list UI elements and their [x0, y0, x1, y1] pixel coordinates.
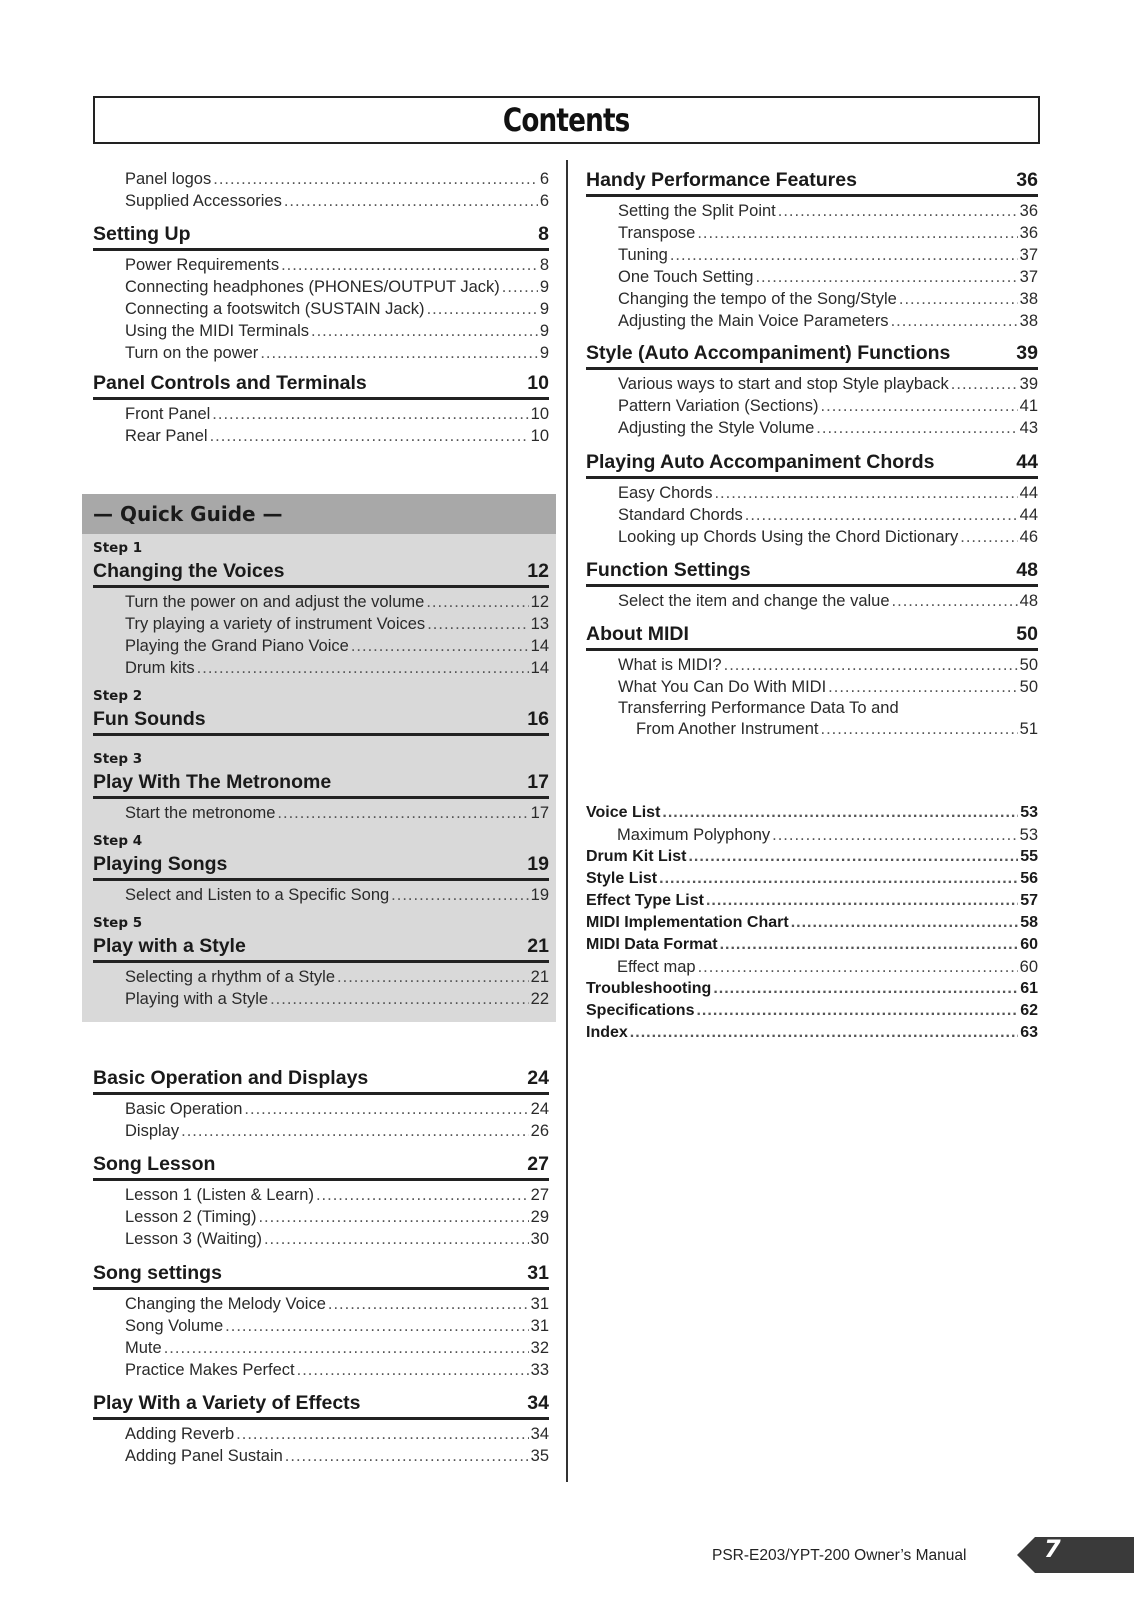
section-handy-features	[586, 166, 1038, 332]
toc-entry[interactable]: Turn on the power ..... 9	[125, 342, 549, 364]
section-style-functions	[586, 339, 1038, 439]
toc-entry[interactable]: Looking up Chords Using the Chord Dictionary ..... 46	[618, 526, 1038, 548]
toc-entry[interactable]: Effect Type List ..... 57	[586, 890, 1038, 912]
toc-entry[interactable]: Using the MIDI Terminals ..... 9	[125, 320, 549, 342]
toc-entry[interactable]: Panel logos ..... 6	[125, 168, 549, 190]
toc-entry[interactable]: Select and Listen to a Specific Song ..... 19	[125, 884, 549, 906]
toc-entry[interactable]: Changing the tempo of the Song/Style ..... 38	[618, 288, 1038, 310]
appendix-list	[586, 802, 1038, 1044]
step-label: Step 2	[93, 688, 143, 704]
toc-entry[interactable]: Adjusting the Main Voice Parameters ..... 38	[618, 310, 1038, 332]
section-heading[interactable]: About MIDI 50	[586, 620, 1038, 651]
toc-entry[interactable]: Adjusting the Style Volume ..... 43	[618, 417, 1038, 439]
toc-entry[interactable]: Select the item and change the value ..... 48	[618, 590, 1038, 612]
section-heading[interactable]: Setting Up 8	[93, 220, 549, 251]
contents-title-box	[93, 96, 1040, 144]
toc-entry[interactable]: Tuning ..... 37	[618, 244, 1038, 266]
step-label: Step 5	[93, 915, 143, 931]
toc-entry[interactable]: MIDI Implementation Chart ..... 58	[586, 912, 1038, 934]
section-heading[interactable]: Changing the Voices 12	[93, 557, 549, 588]
page-title: Contents	[503, 101, 630, 139]
section-heading[interactable]: Basic Operation and Displays 24	[93, 1064, 549, 1095]
step-2	[93, 688, 549, 736]
step-3	[93, 751, 549, 824]
toc-entry[interactable]: Song Volume ..... 31	[125, 1315, 549, 1337]
toc-entry[interactable]: Connecting headphones (PHONES/OUTPUT Jack) ..... 9	[125, 276, 549, 298]
toc-entry[interactable]: Easy Chords ..... 44	[618, 482, 1038, 504]
section-panel-controls	[93, 369, 549, 447]
toc-entry[interactable]: Rear Panel ..... 10	[125, 425, 549, 447]
section-basic-operation	[93, 1064, 549, 1142]
section-song-settings	[93, 1259, 549, 1381]
section-heading[interactable]: Play With The Metronome 17	[93, 768, 549, 799]
section-heading[interactable]: Playing Auto Accompaniment Chords 44	[586, 448, 1038, 479]
section-heading[interactable]: Play With a Variety of Effects 34	[93, 1389, 549, 1420]
toc-entry[interactable]: What is MIDI? ..... 50	[618, 654, 1038, 676]
column-divider	[566, 160, 568, 1482]
section-heading[interactable]: Style (Auto Accompaniment) Functions 39	[586, 339, 1038, 370]
section-heading[interactable]: Function Settings 48	[586, 556, 1038, 587]
step-label: Step 3	[93, 751, 143, 767]
toc-entry[interactable]: Style List ..... 56	[586, 868, 1038, 890]
step-label: Step 4	[93, 833, 143, 849]
toc-entry[interactable]: Basic Operation ..... 24	[125, 1098, 549, 1120]
toc-entry[interactable]: Playing the Grand Piano Voice ..... 14	[125, 635, 549, 657]
section-heading[interactable]: Song settings 31	[93, 1259, 549, 1290]
toc-entry[interactable]: Effect map ..... 60	[586, 956, 1038, 978]
toc-entry[interactable]: Selecting a rhythm of a Style ..... 21	[125, 966, 549, 988]
toc-entry-multiline[interactable]: Transferring Performance Data To and From Another Instrument ..... 51	[618, 698, 1038, 740]
toc-entry[interactable]: Adding Panel Sustain ..... 35	[125, 1445, 549, 1467]
toc-entry[interactable]: Supplied Accessories ..... 6	[125, 190, 549, 212]
section-heading[interactable]: Panel Controls and Terminals 10	[93, 369, 549, 400]
toc-entry[interactable]: Turn the power on and adjust the volume ..... 12	[125, 591, 549, 613]
section-heading[interactable]: Play with a Style 21	[93, 932, 549, 963]
toc-entry[interactable]: Mute ..... 32	[125, 1337, 549, 1359]
toc-entry[interactable]: Drum Kit List ..... 55	[586, 846, 1038, 868]
toc-entry[interactable]: Pattern Variation (Sections) ..... 41	[618, 395, 1038, 417]
section-heading[interactable]: Fun Sounds 16	[93, 705, 549, 736]
section-chords	[586, 448, 1038, 548]
page-number: 7	[1044, 1535, 1061, 1563]
toc-entry[interactable]: Voice List ..... 53	[586, 802, 1038, 824]
toc-entry[interactable]: Start the metronome ..... 17	[125, 802, 549, 824]
section-about-midi	[586, 620, 1038, 740]
step-5	[93, 915, 549, 1010]
toc-intro-entries	[93, 168, 549, 212]
toc-entry[interactable]: Lesson 1 (Listen & Learn) ..... 27	[125, 1184, 549, 1206]
toc-entry[interactable]: Specifications ..... 62	[586, 1000, 1038, 1022]
toc-entry[interactable]: Lesson 2 (Timing) ..... 29	[125, 1206, 549, 1228]
toc-entry[interactable]: What You Can Do With MIDI ..... 50	[618, 676, 1038, 698]
toc-entry[interactable]: Changing the Melody Voice ..... 31	[125, 1293, 549, 1315]
section-setting-up	[93, 220, 549, 364]
toc-entry[interactable]: Index ..... 63	[586, 1022, 1038, 1044]
toc-entry[interactable]: Standard Chords ..... 44	[618, 504, 1038, 526]
toc-entry[interactable]: Various ways to start and stop Style playback ..... 39	[618, 373, 1038, 395]
step-label: Step 1	[93, 540, 143, 556]
toc-entry[interactable]: Maximum Polyphony ..... 53	[586, 824, 1038, 846]
step-4	[93, 833, 549, 906]
toc-entry[interactable]: Front Panel ..... 10	[125, 403, 549, 425]
quick-guide-heading: — Quick Guide —	[82, 494, 556, 534]
step-1	[93, 540, 549, 679]
toc-entry[interactable]: One Touch Setting ..... 37	[618, 266, 1038, 288]
toc-entry[interactable]: Adding Reverb ..... 34	[125, 1423, 549, 1445]
section-song-lesson	[93, 1150, 549, 1250]
section-function-settings	[586, 556, 1038, 612]
toc-entry[interactable]: MIDI Data Format ..... 60	[586, 934, 1038, 956]
toc-entry[interactable]: Playing with a Style ..... 22	[125, 988, 549, 1010]
toc-entry[interactable]: Drum kits ..... 14	[125, 657, 549, 679]
manual-name: PSR-E203/YPT-200 Owner’s Manual	[712, 1547, 967, 1564]
toc-entry[interactable]: Practice Makes Perfect ..... 33	[125, 1359, 549, 1381]
toc-entry[interactable]: Setting the Split Point ..... 36	[618, 200, 1038, 222]
toc-entry[interactable]: Lesson 3 (Waiting) ..... 30	[125, 1228, 549, 1250]
toc-entry[interactable]: Power Requirements ..... 8	[125, 254, 549, 276]
section-effects	[93, 1389, 549, 1467]
page-number-tab	[1017, 1537, 1134, 1573]
toc-entry[interactable]: Display ..... 26	[125, 1120, 549, 1142]
toc-entry[interactable]: Try playing a variety of instrument Voices ..... 13	[125, 613, 549, 635]
section-heading[interactable]: Handy Performance Features 36	[586, 166, 1038, 197]
toc-entry[interactable]: Transpose ..... 36	[618, 222, 1038, 244]
toc-entry[interactable]: Connecting a footswitch (SUSTAIN Jack) ..... 9	[125, 298, 549, 320]
section-heading[interactable]: Song Lesson 27	[93, 1150, 549, 1181]
toc-entry[interactable]: Troubleshooting ..... 61	[586, 978, 1038, 1000]
section-heading[interactable]: Playing Songs 19	[93, 850, 549, 881]
